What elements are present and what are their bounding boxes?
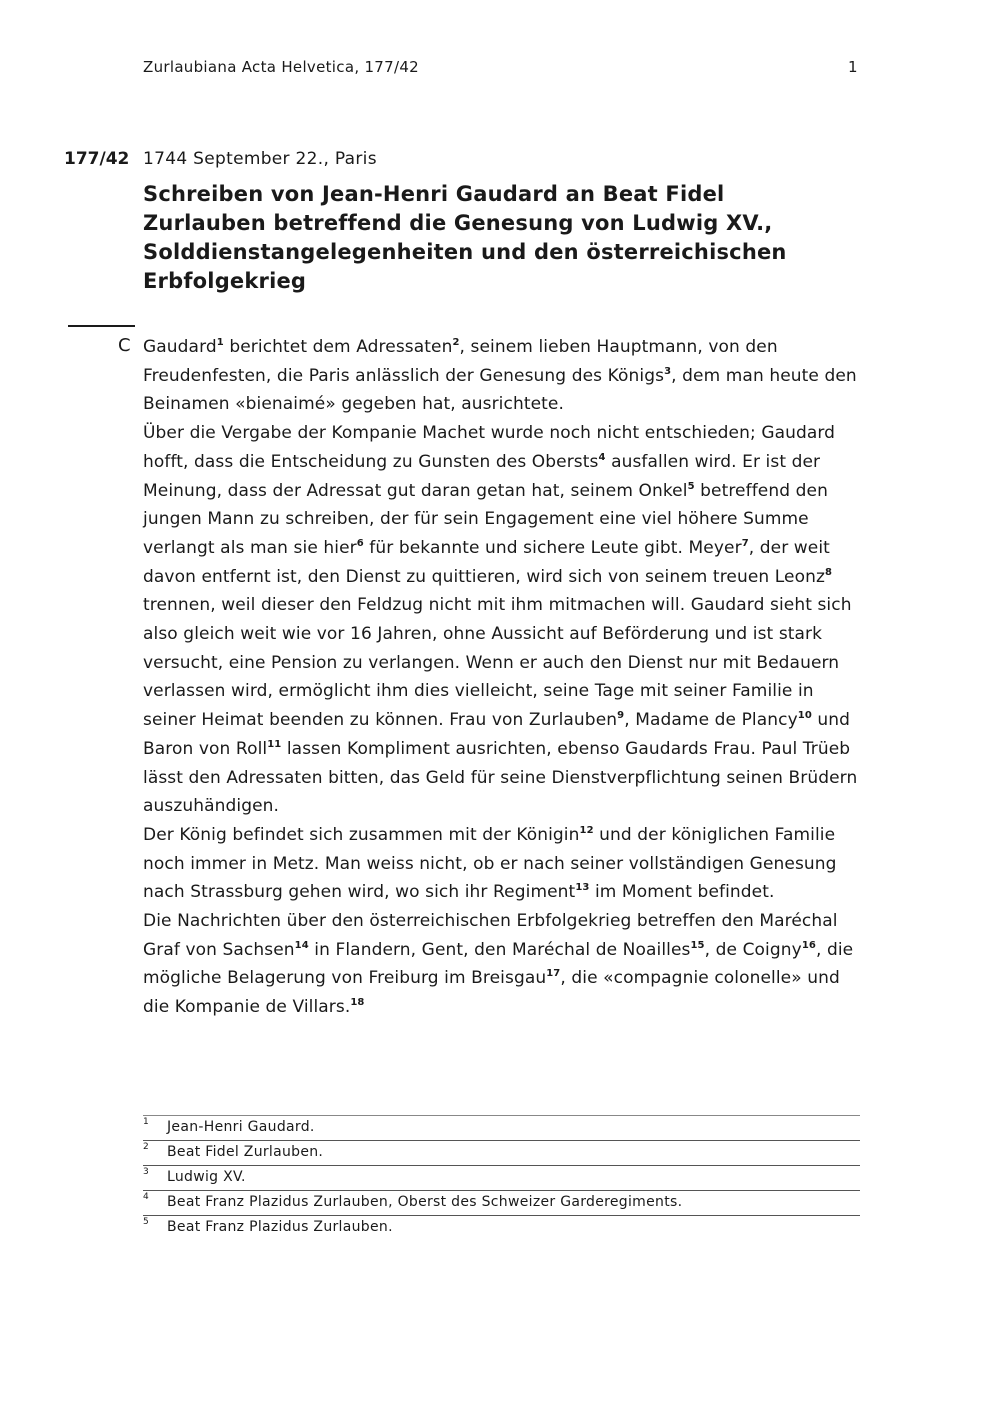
footnote-ref[interactable]: 4 xyxy=(598,451,606,463)
footnote-ref[interactable]: 6 xyxy=(356,537,364,549)
margin-rule xyxy=(68,325,135,327)
regest-text-segment: , der weit davon entfernt ist, den Dienst zu quittieren, wird sich von seinem treuen Leonz xyxy=(143,537,830,587)
regest-text-segment: , Madame de Plancy xyxy=(624,710,798,731)
regest-paragraph xyxy=(143,821,863,907)
footnote xyxy=(143,1116,860,1141)
footnote xyxy=(143,1141,860,1166)
footnote xyxy=(143,1216,860,1240)
footnote-number: 3 xyxy=(143,1167,150,1177)
footnote-ref[interactable]: 16 xyxy=(801,939,816,951)
footnote-ref[interactable]: 9 xyxy=(617,710,625,722)
footnote-text: Beat Franz Plazidus Zurlauben. xyxy=(167,1219,393,1235)
footnote-ref[interactable]: 7 xyxy=(741,537,749,549)
footnote-number: 5 xyxy=(143,1217,150,1227)
entry-title: Schreiben von Jean-Henri Gaudard an Beat Fidel Zurlauben betreffend die Genesung von Ludwig XV., Solddienstangelegenheiten und den österreichischen Erbfolgekrieg xyxy=(143,182,787,293)
footnote-number: 4 xyxy=(143,1192,150,1202)
footnote-ref[interactable]: 18 xyxy=(350,997,365,1009)
regest-paragraph xyxy=(143,333,863,419)
footnote-ref[interactable]: 8 xyxy=(825,566,833,578)
entry-date: 1744 September 22., Paris xyxy=(143,149,377,169)
footnotes xyxy=(143,1115,860,1240)
footnote-ref[interactable]: 5 xyxy=(687,480,695,492)
footnote-number: 1 xyxy=(143,1117,150,1127)
regest-paragraph xyxy=(143,419,863,821)
regest-text-segment: Der König befindet sich zusammen mit der Königin xyxy=(143,824,580,845)
regest-text-segment: ausfallen wird. Er ist der Meinung, dass der Adressat gut daran getan hat, seinem Onkel xyxy=(143,451,821,501)
margin-mark: C xyxy=(118,335,131,356)
footnote-text: Beat Franz Plazidus Zurlauben, Oberst des Schweizer Garderegiments. xyxy=(167,1194,683,1210)
regest-text-segment: Die Nachrichten über den österreichischen Erbfolgekrieg betreffen den Maréchal Graf von Sachsen xyxy=(143,911,838,960)
regest-text-segment: , seinem lieben Hauptmann, von den Freudenfesten, die Paris anlässlich der Genesung des Königs xyxy=(143,337,778,386)
footnote-ref[interactable]: 2 xyxy=(452,337,460,348)
entry-number: 177/42 xyxy=(64,149,130,169)
regest-text-segment: in Flandern, Gent, den Maréchal de Noailles xyxy=(308,939,691,960)
footnote-ref[interactable]: 10 xyxy=(797,710,812,722)
regest-text-segment: und Baron von Roll xyxy=(143,710,851,759)
footnote-text: Beat Fidel Zurlauben. xyxy=(167,1144,324,1160)
regest-text-segment: , de Coigny xyxy=(704,939,802,960)
footnote-text: Jean-Henri Gaudard. xyxy=(167,1119,315,1135)
regest-text-segment: , dem man heute den Beinamen «bienaimé» gegeben hat, ausrichtete. xyxy=(143,365,857,415)
regest-text-segment: Über die Vergabe der Kompanie Machet wurde noch nicht entschieden; Gaudard hofft, dass die Entscheidung zu Gunsten des Obersts xyxy=(143,423,836,472)
footnote-ref[interactable]: 11 xyxy=(267,738,282,750)
footnote xyxy=(143,1166,860,1191)
regest-text-segment: trennen, weil dieser den Feldzug nicht mit ihm mitmachen will. Gaudard sieht sich also gleich weit wie vor 16 Jahren, ohne Aussicht auf Beförderung und ist stark versucht, eine Pension zu verlangen. Wenn er auch den Dienst nur mit Bedauern verlassen wird, ermöglicht ihm dies vielleicht, seine Tage mit seiner Familie in seiner Heimat beenden zu können. Frau von Zurlauben xyxy=(143,595,852,731)
regest-text-segment: berichtet dem Adressaten xyxy=(223,337,453,357)
page-number: 1 xyxy=(848,58,858,76)
footnote-ref[interactable]: 15 xyxy=(690,939,705,951)
footnote-ref[interactable]: 14 xyxy=(294,939,309,951)
regest-text-segment: und der königlichen Familie noch immer in Metz. Man weiss nicht, ob er nach seiner vollständigen Genesung nach Strassburg gehen wird, wo sich ihr Regiment xyxy=(143,824,837,903)
regest-text-segment: , die mögliche Belagerung von Freiburg im Breisgau xyxy=(143,939,854,989)
regest-text-segment: Gaudard xyxy=(143,337,217,357)
regest-text-segment: für bekannte und sichere Leute gibt. Meyer xyxy=(363,537,742,558)
regest-text xyxy=(143,333,863,1022)
footnote-ref[interactable]: 13 xyxy=(575,882,590,894)
footnote-ref[interactable]: 12 xyxy=(579,824,594,836)
footnote-number: 2 xyxy=(143,1142,150,1152)
footnote-ref[interactable]: 17 xyxy=(546,968,561,980)
footnote-text: Ludwig XV. xyxy=(167,1169,246,1185)
regest-text-segment: , die «compagnie colonelle» und die Kompanie de Villars. xyxy=(143,968,840,1018)
footnote-ref[interactable]: 1 xyxy=(216,337,224,348)
footnote xyxy=(143,1191,860,1216)
footnote-ref[interactable]: 3 xyxy=(664,365,672,377)
running-head: Zurlaubiana Acta Helvetica, 177/42 xyxy=(143,58,420,76)
regest-text-segment: im Moment befindet. xyxy=(589,882,775,903)
regest-paragraph xyxy=(143,907,863,1022)
regest-text-segment: betreffend den jungen Mann zu schreiben, der für sein Engagement eine viel höhere Summe verlangt als man sie hier xyxy=(143,480,828,558)
regest-text-segment: lassen Kompliment ausrichten, ebenso Gaudards Frau. Paul Trüeb lässt den Adressaten bitten, das Geld für seine Dienstverpflichtung seinen Brüdern auszuhändigen. xyxy=(143,738,858,817)
